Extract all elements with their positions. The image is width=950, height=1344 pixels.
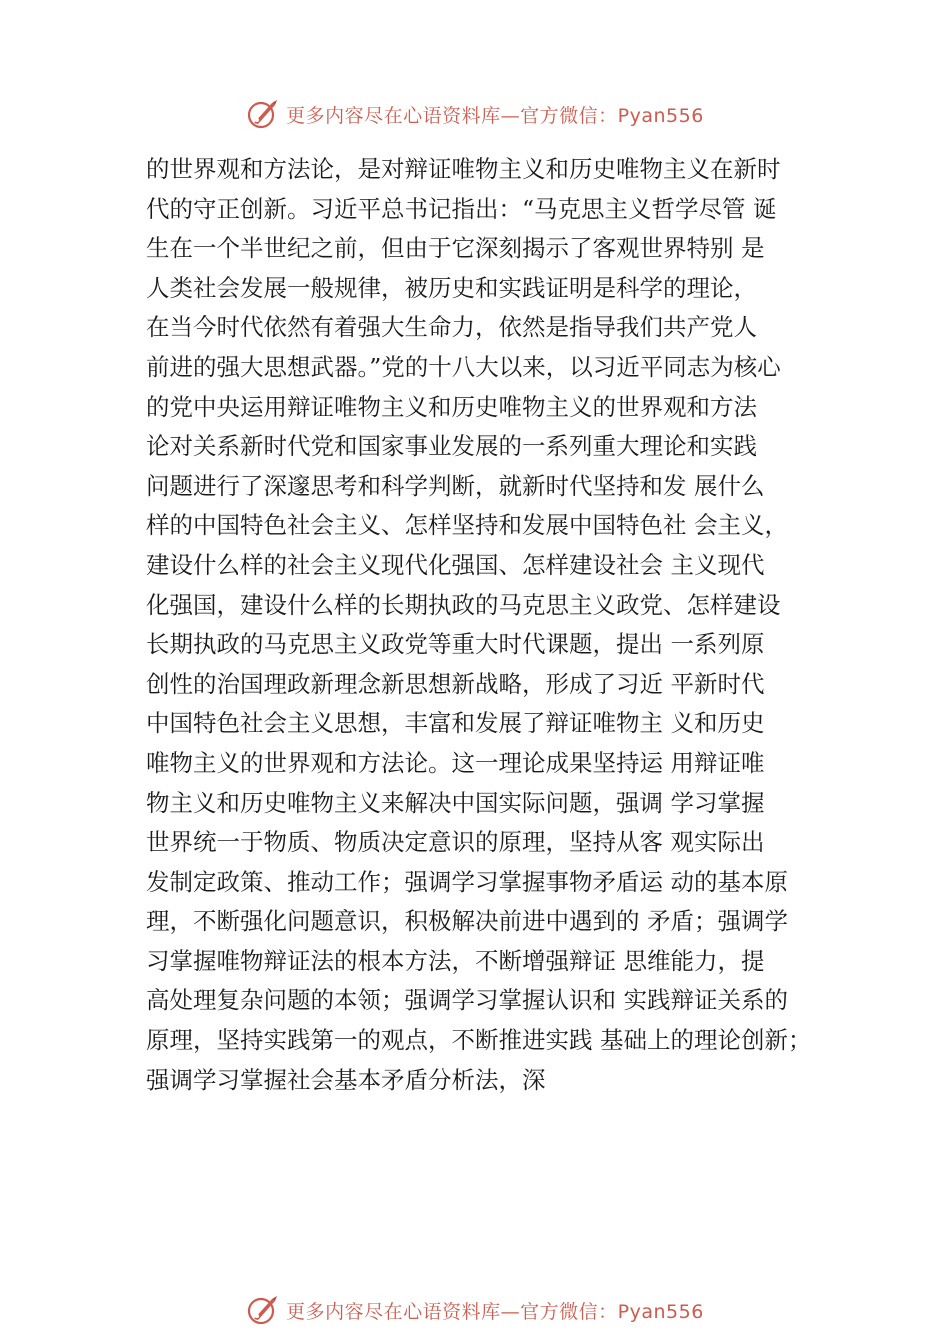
text-line: 强调学习掌握社会基本矛盾分析法，深 xyxy=(146,1065,546,1094)
text-line: 长期执政的马克思主义政党等重大时代课题，提出 一系列原 xyxy=(146,630,765,659)
text-line: 发制定政策、推动工作；强调学习掌握事物矛盾运 动的基本原 xyxy=(146,867,788,896)
text-line: 高处理复杂问题的本领；强调学习掌握认识和 实践辩证关系的 xyxy=(146,986,788,1015)
text-line: 的世界观和方法论，是对辩证唯物主义和历史唯物主义在新时 xyxy=(146,155,781,183)
text-line: 生在一个半世纪之前，但由于它深刻揭示了客观世界特别 是 xyxy=(146,234,765,263)
text-line: 前进的强大思想武器。”党的十八大以来，以习近平同志为核心 xyxy=(146,352,781,381)
text-line: 人类社会发展一般规律，被历史和实践证明是科学的理论， xyxy=(146,273,757,302)
footer-watermark xyxy=(0,1290,950,1330)
text-line: 在当今时代依然有着强大生命力，依然是指导我们共产党人 xyxy=(146,313,757,342)
text-line: 问题进行了深邃思考和科学判断，就新时代坚持和发 展什么 xyxy=(146,471,765,500)
text-line: 原理，坚持实践第一的观点，不断推进实践 基础上的理论创新； xyxy=(146,1026,812,1055)
watermark-prefix: 更多内容尽在心语资料库—官方微信： xyxy=(286,104,618,127)
text-line: 物主义和历史唯物主义来解决中国实际问题，强调 学习掌握 xyxy=(146,788,765,817)
watermark-account: Pyan556 xyxy=(617,1300,704,1323)
text-line: 代的守正创新。习近平总书记指出：“马克思主义哲学尽管 诞 xyxy=(146,194,777,223)
header-watermark xyxy=(0,94,950,134)
text-line: 论对关系新时代党和国家事业发展的一系列重大理论和实践 xyxy=(146,432,757,461)
text-line: 中国特色社会主义思想，丰富和发展了辩证唯物主 义和历史 xyxy=(146,709,765,738)
text-line: 习掌握唯物辩证法的根本方法，不断增强辩证 思维能力，提 xyxy=(146,946,765,975)
quill-pen-logo-icon xyxy=(246,97,280,131)
text-line: 理，不断强化问题意识，积极解决前进中遇到的 矛盾；强调学 xyxy=(146,907,788,936)
text-line: 化强国，建设什么样的长期执政的马克思主义政党、怎样建设 xyxy=(146,590,781,619)
text-line: 样的中国特色社会主义、怎样坚持和发展中国特色社 会主义， xyxy=(146,511,788,540)
document-body xyxy=(146,150,846,1100)
watermark-account: Pyan556 xyxy=(617,104,704,127)
watermark-text xyxy=(286,101,704,128)
text-line: 创性的治国理政新理念新思想新战略，形成了习近 平新时代 xyxy=(146,669,765,698)
text-line: 唯物主义的世界观和方法论。这一理论成果坚持运 用辩证唯 xyxy=(146,748,765,777)
watermark-prefix: 更多内容尽在心语资料库—官方微信： xyxy=(286,1300,618,1323)
quill-pen-logo-icon xyxy=(246,1293,280,1327)
text-line: 的党中央运用辩证唯物主义和历史唯物主义的世界观和方法 xyxy=(146,392,757,421)
text-line: 世界统一于物质、物质决定意识的原理，坚持从客 观实际出 xyxy=(146,828,765,857)
text-line: 建设什么样的社会主义现代化强国、怎样建设社会 主义现代 xyxy=(146,550,765,579)
watermark-text xyxy=(286,1297,704,1324)
